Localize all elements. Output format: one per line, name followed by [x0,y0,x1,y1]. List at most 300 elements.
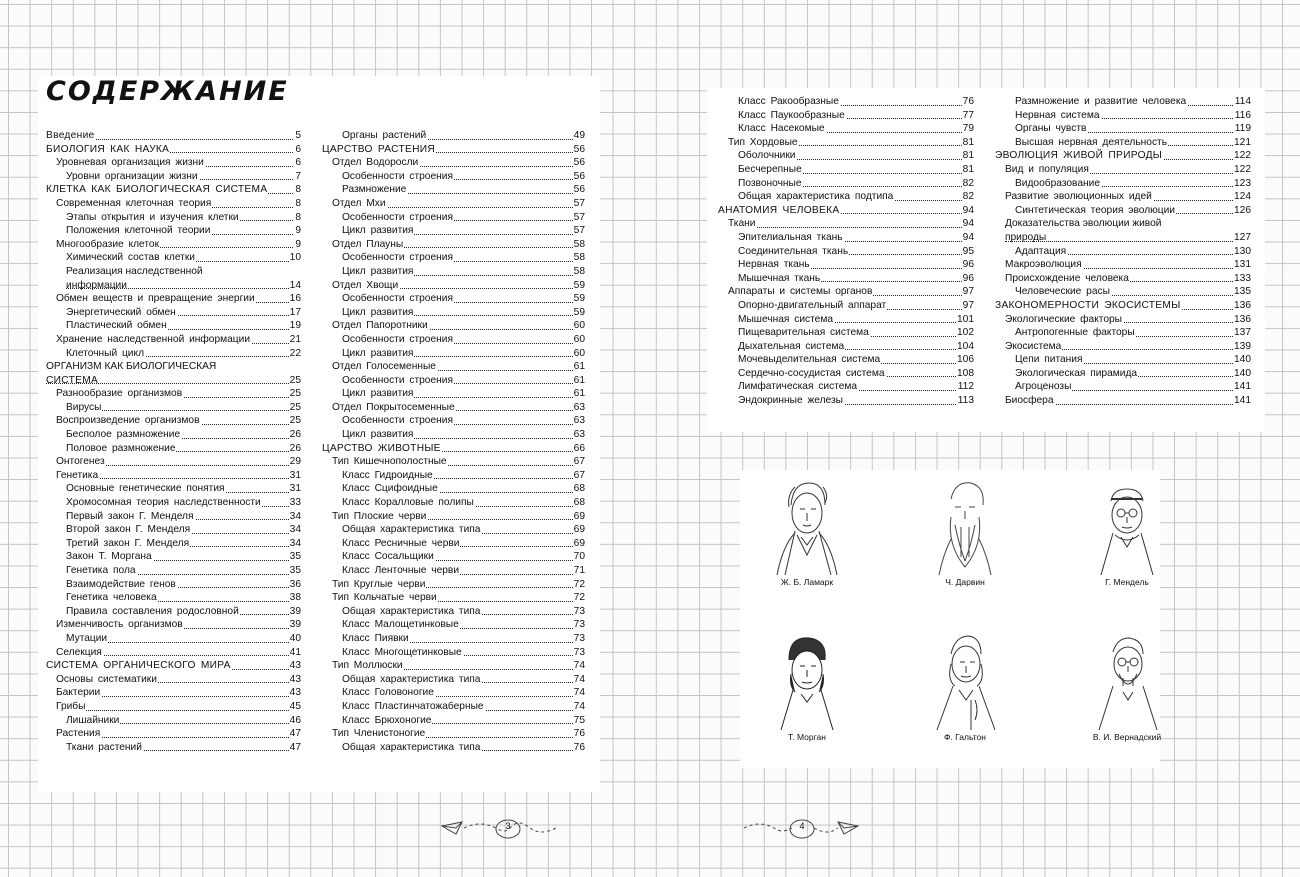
toc-entry [718,367,974,381]
toc-entry-label: Синтетическая теория эволюции [1015,204,1175,216]
toc-page-number: 61 [573,361,585,373]
toc-entry [46,156,301,170]
darwin-icon [925,475,1005,575]
toc-page-number: 56 [573,170,585,182]
toc-entry [322,646,585,660]
toc-entry [46,224,301,238]
toc-entry-label: Эндокринные железы [738,395,843,407]
toc-entry [46,170,301,184]
portrait-caption: Т. Морган [788,732,826,742]
toc-entry-label: Класс Ракообразные [738,96,839,107]
toc-entry-label: Химический состав клетки [66,252,196,264]
toc-entry [322,714,585,728]
toc-entry [718,231,974,245]
toc-page-number: 39 [289,605,301,617]
toc-entry [322,659,585,673]
toc-entry [46,578,301,592]
toc-entry [46,591,301,605]
toc-entry-label: Мышечная система [738,313,834,325]
toc-entry [322,306,585,320]
toc-entry-label: Особенности строения [342,374,453,386]
toc-entry-label: Особенности строения [342,211,453,223]
toc-entry [46,265,301,292]
toc-entry-label: Лимфатическая система [738,381,858,393]
toc-entry [46,686,301,700]
toc-page-number: 96 [962,259,974,271]
toc-entry-label: Цикл развития [342,388,414,400]
toc-entry [322,564,585,578]
toc-entry-label: Ткани растений [66,741,142,753]
toc-entry [322,224,585,238]
toc-entry [322,618,585,632]
toc-page-number: 122 [1234,163,1251,175]
toc-entry [322,197,585,211]
toc-page-number: 71 [573,565,585,576]
toc-entry-label: Растения [56,728,101,740]
toc-entry-label: Хранение наследственной информации [56,333,251,345]
toc-entry-label: Класс Пиявки [342,632,409,644]
toc-entry [995,122,1251,136]
toc-entry-label: Класс Брюхоногие [342,714,432,726]
toc-entry-label: Особенности строения [342,252,453,264]
toc-page-number: 81 [962,150,974,162]
toc-page-number: 97 [962,286,974,298]
toc-entry [46,537,301,551]
galton-icon [925,630,1005,730]
toc-entry [718,163,974,177]
toc-page-number: 58 [573,265,585,277]
toc-entry-label: Класс Головоногие [342,687,434,699]
toc-page-number: 73 [573,632,585,644]
toc-page-number: 22 [289,347,301,359]
toc-page-number: 140 [1234,367,1251,379]
toc-entry [718,109,974,123]
toc-page-number: 58 [573,252,585,264]
toc-page-number: 139 [1234,340,1251,352]
toc-entry-label: Уровни организации жизни [66,170,198,182]
toc-page-number: 68 [573,483,585,495]
toc-page-number: 38 [289,592,301,604]
toc-entry-label: Класс Сцифоидные [342,483,438,495]
toc-entry [322,170,585,184]
portrait-caption: Г. Мендель [1105,577,1149,587]
toc-entry-label: Тип Кишечнополостные [332,456,447,468]
toc-entry [995,380,1251,394]
toc-entry-label: Тип Круглые черви [332,578,426,590]
toc-entry-label: Класс Гидроидные [342,469,433,481]
toc-section [718,204,974,218]
toc-entry [995,177,1251,191]
toc-page-number: 29 [289,456,301,468]
toc-page-number: 141 [1234,395,1251,407]
toc-entry-label: ЦАРСТВО ЖИВОТНЫЕ [322,442,441,454]
toc-page-number: 94 [962,218,974,230]
toc-section [995,299,1251,313]
toc-entry [322,727,585,741]
toc-entry-label: Генетика пола [66,565,136,576]
toc-entry-label: Цепи питания [1015,354,1083,366]
toc-page-number: 9 [295,225,301,237]
toc-entry [46,550,301,564]
toc-page-number: 6 [295,143,301,155]
toc-entry-label: Тип Плоские черви [332,510,427,522]
toc-entry [322,537,585,551]
toc-page-number: 56 [573,143,585,155]
toc-page-number: 81 [962,163,974,175]
toc-entry-label: Ткани [728,218,756,230]
toc-page-number: 97 [962,299,974,311]
toc-entry [995,394,1251,408]
toc-entry [718,217,974,231]
toc-page-number: 135 [1234,286,1251,298]
toc-entry-label: Тип Моллюски [332,660,403,672]
toc-entry-label: Пластический обмен [66,320,167,332]
toc-entry [322,469,585,483]
toc-page-number: 47 [289,728,301,740]
toc-page-number: 77 [962,109,974,121]
toc-entry [718,190,974,204]
toc-entry [718,340,974,354]
toc-page-number: 94 [962,231,974,243]
toc-entry [995,217,1251,244]
toc-section [46,659,301,673]
toc-entry [46,442,301,456]
toc-page-number: 140 [1234,354,1251,366]
toc-entry-label: Тип Членистоногие [332,728,426,740]
toc-entry-label: Цикл развития [342,265,414,277]
toc-entry-label: Класс Паукообразные [738,109,845,121]
toc-page-number: 136 [1234,313,1251,325]
toc-entry [322,279,585,293]
toc-page-number: 31 [289,483,301,495]
portrait-mendel [1082,475,1172,585]
toc-entry [322,632,585,646]
toc-page-number: 114 [1234,96,1251,107]
toc-page-number: 60 [573,333,585,345]
toc-page-number: 96 [962,272,974,284]
toc-page-number: 19 [289,320,301,332]
toc-page-number: 74 [573,660,585,672]
toc-page-number: 6 [295,157,301,169]
toc-page-number: 43 [289,687,301,699]
toc-section [995,149,1251,163]
toc-entry [46,414,301,428]
toc-entry-label: Нервная система [1015,109,1100,121]
portrait-vernadsky [1082,630,1172,740]
toc-entry [718,272,974,286]
toc-entry-label: Вирусы [66,401,102,413]
toc-entry [322,292,585,306]
toc-entry [46,319,301,333]
toc-entry [46,646,301,660]
portrait-morgan [762,630,852,740]
toc-entry-label: БИОЛОГИЯ КАК НАУКА [46,143,170,155]
toc-page-number: 60 [573,320,585,332]
toc-entry-label: Половое размножение [66,442,176,454]
toc-entry-label: Биосфера [1005,395,1054,407]
toc-entry-label: Вид и популяция [1005,163,1089,175]
toc-entry-label: Соединительная ткань [738,245,849,257]
toc-section [46,360,301,387]
toc-page-number: 36 [289,578,301,590]
toc-entry-label: Опорно-двигательный аппарат [738,299,887,311]
toc-page-number: 25 [289,401,301,413]
toc-entry-label: Сердечно-сосудистая система [738,367,885,379]
toc-entry-label: Общая характеристика подтипа [738,191,894,203]
toc-entry [718,95,974,109]
toc-entry [995,313,1251,327]
toc-entry [995,245,1251,259]
toc-column-2 [322,129,585,754]
portrait-lamarck [762,475,852,585]
toc-entry-label: Общая характеристика типа [342,741,481,753]
toc-entry [46,632,301,646]
toc-entry [46,197,301,211]
toc-entry-label: Взаимодействие генов [66,578,176,590]
toc-page-number: 57 [573,197,585,209]
toc-page-number: 81 [962,136,974,148]
toc-page-number: 8 [295,184,301,196]
page-number-left [440,814,560,844]
toc-entry-label: Бактерии [56,687,101,699]
toc-entry [322,496,585,510]
toc-entry [995,367,1251,381]
toc-entry-label: Развитие эволюционных идей [1005,191,1152,203]
toc-page-number: 101 [957,313,974,325]
toc-entry-label: Класс Малощетинковые [342,619,459,631]
toc-entry-label: Современная клеточная теория [56,197,212,209]
toc-entry-label: ОРГАНИЗМ КАК БИОЛОГИЧЕСКАЯ [46,361,217,373]
toc-entry [718,245,974,259]
toc-entry [322,414,585,428]
toc-entry-label: Нервная ткань [738,259,810,271]
toc-entry-label: Основные генетические понятия [66,483,225,495]
toc-entry [322,156,585,170]
toc-page-number: 43 [289,660,301,672]
toc-page-number: 74 [573,687,585,699]
toc-entry-label: Разнообразие организмов [56,388,183,400]
toc-page-number: 67 [573,469,585,481]
toc-entry-label: Общая характеристика типа [342,673,481,685]
toc-entry-label: Позвоночные [738,177,802,189]
toc-entry-label: Доказательства эволюции живой [1005,218,1162,230]
toc-section [46,183,301,197]
toc-entry [322,360,585,374]
toc-entry-label: Эпителиальная ткань [738,231,843,243]
toc-page-number: 14 [289,279,301,291]
toc-entry-label: Класс Сосальщики [342,551,434,563]
toc-entry-label: Аппараты и системы органов [728,286,873,298]
toc-page-number: 95 [962,245,974,257]
toc-entry-label: Селекция [56,646,102,658]
toc-entry [718,353,974,367]
toc-page-number: 67 [573,456,585,468]
toc-entry [995,326,1251,340]
toc-entry-label: Мутации [66,632,108,644]
toc-column-4 [995,95,1251,408]
page-number-right [740,814,860,844]
toc-page-number: 76 [573,728,585,740]
toc-entry [322,347,585,361]
toc-page-number: 57 [573,211,585,223]
toc-entry [46,741,301,755]
toc-page-number: 73 [573,646,585,658]
toc-entry-label: Обмен веществ и превращение энергии [56,293,255,305]
toc-entry [322,578,585,592]
toc-page-number: 47 [289,741,301,753]
toc-entry-label: Уровневая организация жизни [56,157,204,169]
toc-page-number: 113 [957,395,974,407]
toc-page-number: 127 [1234,231,1251,243]
toc-page-number: 59 [573,293,585,305]
toc-entry [995,272,1251,286]
toc-entry [718,394,974,408]
toc-entry-label: Грибы [56,700,86,712]
toc-entry [718,299,974,313]
toc-page-number: 108 [957,367,974,379]
toc-page-number: 126 [1234,204,1251,216]
portrait-caption: Ж. Б. Ламарк [780,577,834,587]
toc-page-number: 121 [1234,136,1251,148]
toc-page-number: 69 [573,524,585,536]
toc-page-number: 35 [289,565,301,576]
toc-page-number: 57 [573,225,585,237]
toc-page-number: 34 [289,524,301,536]
portrait-darwin [920,475,1010,585]
toc-entry [46,673,301,687]
toc-entry [46,387,301,401]
toc-entry [46,211,301,225]
toc-entry-label: Бесполое размножение [66,429,181,441]
toc-page-number: 104 [957,340,974,352]
toc-entry [46,238,301,252]
toc-entry [322,183,585,197]
toc-page-number: 70 [573,551,585,563]
toc-entry-label: Генетика человека [66,592,157,604]
toc-page-number: 59 [573,306,585,318]
toc-entry-label: Этапы открытия и изучения клетки [66,211,239,223]
toc-entry-label: Общая характеристика типа [342,524,481,536]
toc-page-number: 9 [295,238,301,250]
toc-entry-label: Второй закон Г. Менделя [66,524,191,536]
toc-entry [322,523,585,537]
toc-entry [46,469,301,483]
toc-entry [995,353,1251,367]
toc-entry-label: Класс Ресничные черви [342,537,460,549]
toc-page-number: 39 [289,619,301,631]
toc-page-number: 131 [1234,259,1251,271]
toc-entry-label: Экосистема [1005,340,1062,352]
toc-entry-label: Особенности строения [342,415,453,427]
toc-page-number: 136 [1234,299,1251,311]
toc-entry-label: Основы систематики [56,673,157,685]
toc-entry [322,686,585,700]
toc-entry [995,258,1251,272]
toc-entry-label: АНАТОМИЯ ЧЕЛОВЕКА [718,204,840,216]
toc-entry [718,313,974,327]
toc-entry-label: Мочевыделительная система [738,354,881,366]
toc-entry [995,163,1251,177]
toc-entry [322,129,585,143]
toc-entry [718,285,974,299]
toc-page-number: 69 [573,510,585,522]
toc-page-number: 21 [289,333,301,345]
toc-page-number: 46 [289,714,301,726]
toc-section [46,129,301,143]
toc-entry [718,136,974,150]
toc-entry-label: Дыхательная система [738,340,845,352]
toc-entry-label: ЭВОЛЮЦИЯ ЖИВОЙ ПРИРОДЫ [995,150,1163,162]
toc-page-number: 133 [1234,272,1251,284]
toc-entry-label: Отдел Мхи [332,197,386,209]
toc-entry-label: Размножение [342,184,407,196]
toc-entry [322,333,585,347]
toc-entry-label: Особенности строения [342,293,453,305]
toc-page-number: 43 [289,673,301,685]
toc-entry-label-continued: информации [66,279,127,291]
toc-page-number: 59 [573,279,585,291]
toc-entry-label: Онтогенез [56,456,105,468]
toc-entry-label: Высшая нервная деятельность [1015,136,1168,148]
toc-page-number: 74 [573,700,585,712]
toc-entry [322,550,585,564]
toc-entry-label: Размножение и развитие человека [1015,96,1187,107]
toc-entry [995,109,1251,123]
toc-page-number: 25 [289,388,301,400]
toc-entry [322,510,585,524]
toc-page-number: 72 [573,592,585,604]
toc-entry-label: Отдел Папоротники [332,320,428,332]
toc-entry-label: Происхождение человека [1005,272,1129,284]
toc-entry-label: Общая характеристика типа [342,605,481,617]
toc-entry [995,95,1251,109]
toc-page-number: 106 [957,354,974,366]
toc-entry [995,190,1251,204]
toc-page-number: 8 [295,197,301,209]
toc-entry [718,326,974,340]
toc-entry [46,605,301,619]
toc-entry-label: Отдел Плауны [332,238,404,250]
toc-entry [995,340,1251,354]
toc-entry [322,238,585,252]
morgan-icon [767,630,847,730]
toc-entry-label: Клеточный цикл [66,347,145,359]
toc-entry-label: Отдел Хвощи [332,279,399,291]
toc-entry [46,482,301,496]
toc-entry-label: Генетика [56,469,99,481]
toc-entry [46,292,301,306]
toc-entry-label: Цикл развития [342,347,414,359]
toc-page-number: 66 [573,442,585,454]
toc-entry [46,564,301,578]
toc-entry [322,265,585,279]
toc-entry-label: Положения клеточной теории [66,225,211,237]
toc-page-number: 116 [1234,109,1251,121]
toc-entry [322,482,585,496]
toc-entry-label: Класс Насекомые [738,123,825,135]
toc-entry-label: Антропогенные факторы [1015,327,1135,339]
toc-entry-label: Цикл развития [342,225,414,237]
toc-entry-label: Тип Кольчатые черви [332,592,437,604]
toc-entry [718,122,974,136]
toc-entry [322,319,585,333]
toc-entry [995,136,1251,150]
toc-entry-label: Изменчивость организмов [56,619,183,631]
toc-entry [718,380,974,394]
toc-entry-label: КЛЕТКА КАК БИОЛОГИЧЕСКАЯ СИСТЕМА [46,184,268,196]
toc-page-number: 102 [957,327,974,339]
toc-entry [322,211,585,225]
